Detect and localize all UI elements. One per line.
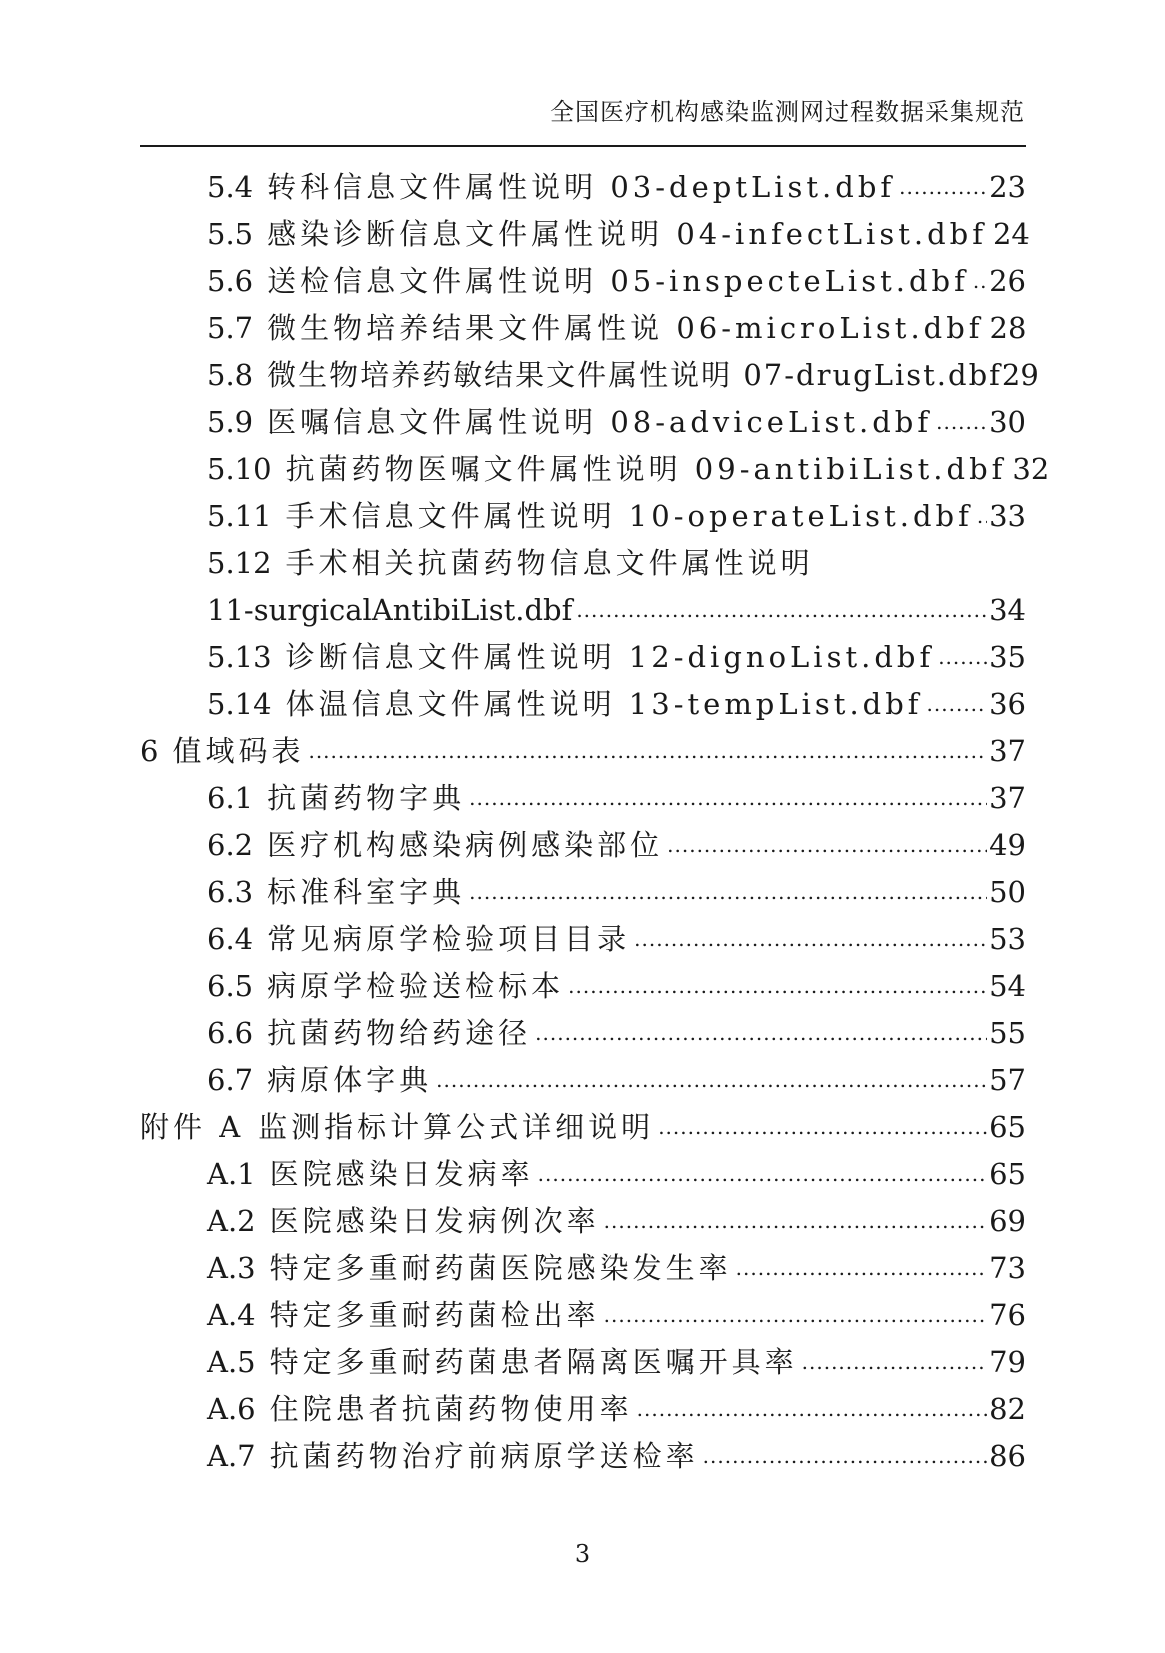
page-number: 3 <box>574 1540 591 1568</box>
toc-page-number: 33 <box>989 499 1026 533</box>
toc-entry-6-7[interactable] <box>140 1057 1026 1104</box>
toc-page-number: 23 <box>989 170 1026 204</box>
toc-label: 转科信息文件属性说明 03-deptList.dbf <box>267 170 896 204</box>
toc-leader-dots <box>576 587 987 634</box>
toc-number: 5.14 <box>207 687 272 721</box>
toc-leader-dots <box>658 1104 987 1151</box>
toc-page-number: 76 <box>989 1298 1026 1332</box>
toc-leader-dots <box>538 1151 987 1198</box>
toc-label: 送检信息文件属性说明 05-inspecteList.dbf <box>267 264 969 298</box>
toc-label: 标准科室字典 <box>267 875 466 909</box>
toc-leader-dots <box>308 728 987 775</box>
toc-page-number: 53 <box>989 922 1026 956</box>
toc-number: A.3 <box>207 1251 256 1285</box>
toc-label: 微生物培养结果文件属性说 06-microList.dbf <box>267 311 984 345</box>
toc-number: 附件 A <box>140 1110 245 1144</box>
toc-number: 5.10 <box>207 452 272 486</box>
toc-page-number: 30 <box>989 405 1026 439</box>
toc-leader-dots <box>634 916 987 963</box>
toc-entry-5-4[interactable] <box>140 164 1026 211</box>
toc-label: 病原学检验送检标本 <box>267 969 565 1003</box>
toc-label: 抗菌药物字典 <box>267 781 466 815</box>
toc-number: 5.12 <box>207 546 272 580</box>
toc-page-number: 73 <box>989 1251 1026 1285</box>
toc-entry-5-12-continued[interactable] <box>140 587 1026 634</box>
toc-entry-a-6[interactable] <box>140 1386 1026 1433</box>
toc-page-number: 57 <box>989 1063 1026 1097</box>
toc-page-number: 54 <box>989 969 1026 1003</box>
toc-entry-a-2[interactable] <box>140 1198 1026 1245</box>
toc-entry-a-4[interactable] <box>140 1292 1026 1339</box>
toc-number: A.4 <box>207 1298 256 1332</box>
toc-label: 住院患者抗菌药物使用率 <box>269 1392 633 1426</box>
toc-label: 抗菌药物给药途径 <box>267 1016 532 1050</box>
toc-number: 6.3 <box>207 875 254 909</box>
toc-leader-dots <box>899 164 987 211</box>
toc-label: 手术相关抗菌药物信息文件属性说明 <box>285 546 814 580</box>
toc-number: A.5 <box>207 1345 256 1379</box>
toc-leader-dots <box>736 1245 987 1292</box>
toc-entry-6-5[interactable] <box>140 963 1026 1010</box>
toc-leader-dots <box>637 1386 987 1433</box>
toc-entry-appendix-a[interactable] <box>140 1104 1026 1151</box>
toc-label: 11-surgicalAntibiList.dbf <box>207 593 573 627</box>
toc-number: 6.2 <box>207 828 254 862</box>
toc-label: 特定多重耐药菌医院感染发生率 <box>269 1251 732 1285</box>
toc-number: 6 <box>140 734 159 768</box>
toc-leader-dots <box>535 1010 987 1057</box>
toc-number: 5.9 <box>207 405 254 439</box>
toc-label: 医院感染日发病率 <box>269 1157 534 1191</box>
toc-page-number: 29 <box>1001 358 1039 392</box>
toc-number: 5.6 <box>207 264 254 298</box>
toc-label: 医疗机构感染病例感染部位 <box>267 828 664 862</box>
toc-number: 5.8 <box>207 358 254 392</box>
toc-number: 5.7 <box>207 311 254 345</box>
toc-leader-dots <box>936 399 987 446</box>
toc-number: 5.5 <box>207 217 254 251</box>
toc-entry-6-4[interactable] <box>140 916 1026 963</box>
toc-label: 医嘱信息文件属性说明 08-adviceList.dbf <box>267 405 933 439</box>
toc-entry-5-11[interactable] <box>140 493 1026 540</box>
toc-leader-dots <box>667 822 987 869</box>
toc-page-number: 65 <box>989 1157 1026 1191</box>
toc-page-number: 35 <box>989 640 1026 674</box>
toc-label: 诊断信息文件属性说明 12-dignoList.dbf <box>285 640 935 674</box>
toc-label: 特定多重耐药菌检出率 <box>269 1298 600 1332</box>
toc-label: 抗菌药物治疗前病原学送检率 <box>269 1439 699 1473</box>
toc-label: 医院感染日发病例次率 <box>269 1204 600 1238</box>
toc-number: 6.5 <box>207 969 254 1003</box>
toc-leader-dots <box>977 493 987 540</box>
toc-page-number: 86 <box>989 1439 1026 1473</box>
toc-entry-5-7[interactable] <box>140 305 1026 352</box>
toc-entry-6-3[interactable] <box>140 869 1026 916</box>
toc-number: A.1 <box>207 1157 256 1191</box>
toc-entry-6[interactable] <box>140 728 1026 775</box>
toc-label: 抗菌药物医嘱文件属性说明 09-antibiList.dbf <box>285 452 1007 486</box>
toc-number: 6.1 <box>207 781 254 815</box>
toc-page-number: 79 <box>989 1345 1026 1379</box>
toc-label: 值域码表 <box>172 734 305 768</box>
toc-page-number: 24 <box>992 217 1030 251</box>
toc-leader-dots <box>436 1057 987 1104</box>
toc-number: 5.13 <box>207 640 272 674</box>
toc-entry-5-9[interactable] <box>140 399 1026 446</box>
toc-leader-dots <box>802 1339 987 1386</box>
toc-label: 体温信息文件属性说明 13-tempList.dbf <box>285 687 923 721</box>
toc-page-number: 34 <box>989 593 1026 627</box>
toc-entry-5-14[interactable] <box>140 681 1026 728</box>
toc-page-number: 82 <box>989 1392 1026 1426</box>
toc-page-number: 37 <box>989 734 1026 768</box>
toc-entry-5-10[interactable] <box>140 446 1050 493</box>
toc-entry-5-12[interactable] <box>140 540 1026 587</box>
toc-leader-dots <box>568 963 987 1010</box>
toc-number: 5.4 <box>207 170 254 204</box>
toc-page-number: 49 <box>989 828 1026 862</box>
toc-leader-dots <box>469 775 987 822</box>
toc-entry-6-6[interactable] <box>140 1010 1026 1057</box>
running-header-title: 全国医疗机构感染监测网过程数据采集规范 <box>550 98 1025 126</box>
toc-entry-6-2[interactable] <box>140 822 1026 869</box>
toc-entry-a-3[interactable] <box>140 1245 1026 1292</box>
toc-number: A.7 <box>207 1439 256 1473</box>
toc-page-number: 28 <box>989 311 1027 345</box>
toc-leader-dots <box>973 258 987 305</box>
toc-number: A.6 <box>207 1392 256 1426</box>
header-divider <box>140 145 1026 147</box>
toc-number: 6.6 <box>207 1016 254 1050</box>
toc-leader-dots <box>469 869 987 916</box>
toc-entry-5-8[interactable] <box>140 352 1039 399</box>
toc-number: A.2 <box>207 1204 256 1238</box>
toc-label: 微生物培养药敏结果文件属性说明 07-drugList.dbf <box>267 358 1002 392</box>
toc-number: 6.7 <box>207 1063 254 1097</box>
table-of-contents <box>140 164 1050 1480</box>
toc-label: 监测指标计算公式详细说明 <box>258 1110 655 1144</box>
toc-label: 特定多重耐药菌患者隔离医嘱开具率 <box>269 1345 798 1379</box>
toc-entry-5-5[interactable] <box>140 211 1030 258</box>
toc-leader-dots <box>604 1198 987 1245</box>
toc-page-number: 65 <box>989 1110 1026 1144</box>
toc-label: 常见病原学检验项目目录 <box>267 922 631 956</box>
toc-page-number: 50 <box>989 875 1026 909</box>
toc-page-number: 36 <box>989 687 1026 721</box>
toc-entry-5-13[interactable] <box>140 634 1026 681</box>
toc-page-number: 32 <box>1012 452 1050 486</box>
toc-page-number: 69 <box>989 1204 1026 1238</box>
toc-leader-dots <box>703 1433 987 1480</box>
toc-entry-a-1[interactable] <box>140 1151 1026 1198</box>
toc-number: 5.11 <box>207 499 272 533</box>
toc-entry-a-5[interactable] <box>140 1339 1026 1386</box>
toc-page-number: 26 <box>989 264 1026 298</box>
toc-entry-a-7[interactable] <box>140 1433 1026 1480</box>
toc-label: 感染诊断信息文件属性说明 04-infectList.dbf <box>267 217 987 251</box>
toc-label: 手术信息文件属性说明 10-operateList.dbf <box>285 499 973 533</box>
toc-leader-dots <box>604 1292 987 1339</box>
toc-label: 病原体字典 <box>267 1063 433 1097</box>
toc-leader-dots <box>938 634 987 681</box>
toc-entry-6-1[interactable] <box>140 775 1026 822</box>
toc-leader-dots <box>927 681 988 728</box>
toc-entry-5-6[interactable] <box>140 258 1026 305</box>
toc-page-number: 37 <box>989 781 1026 815</box>
toc-page-number: 55 <box>989 1016 1026 1050</box>
toc-number: 6.4 <box>207 922 254 956</box>
